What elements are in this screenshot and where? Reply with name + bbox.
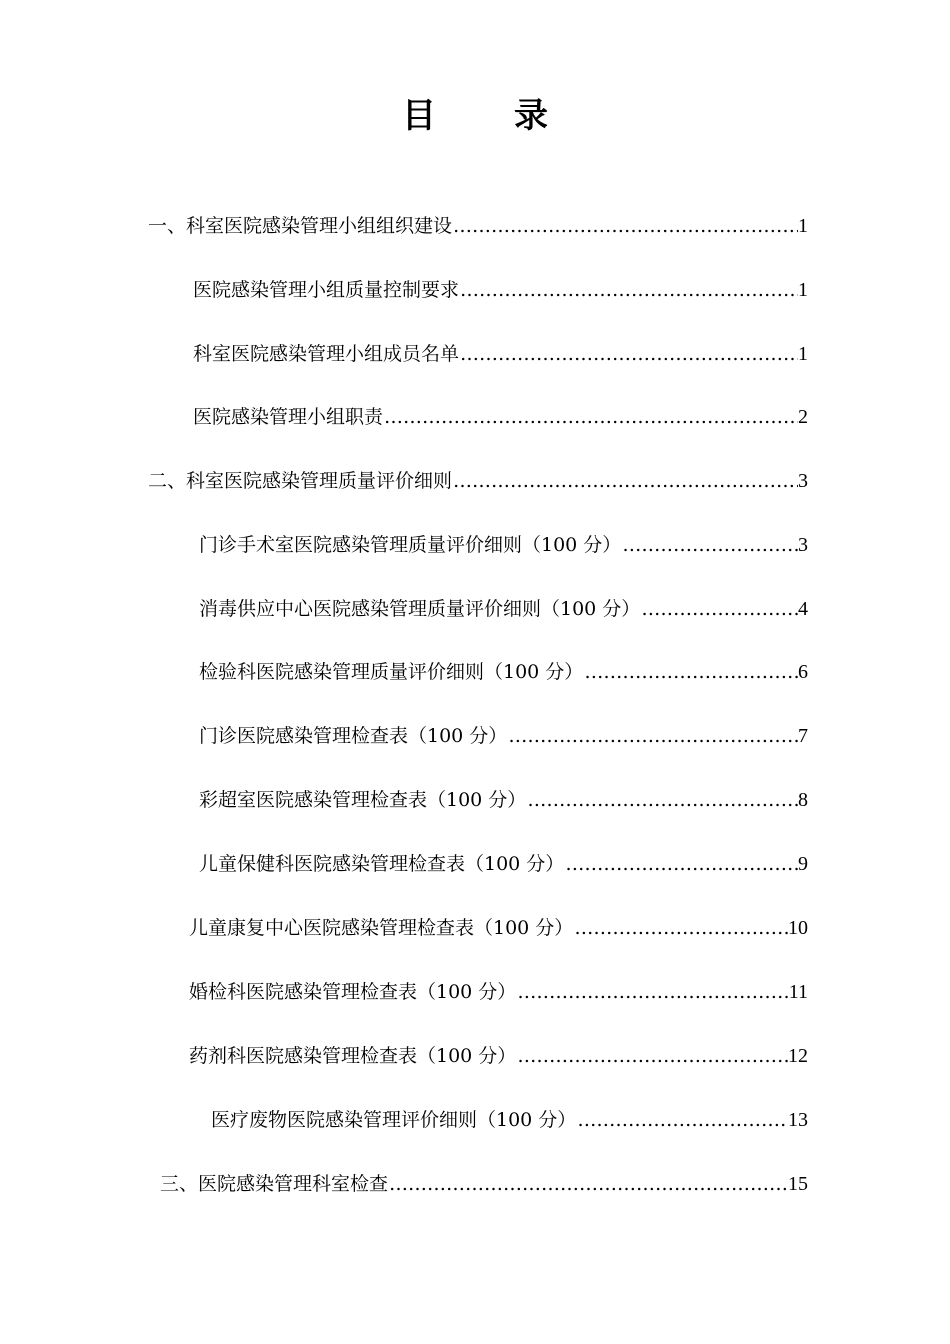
toc-entry-page: 4	[798, 598, 808, 620]
toc-entry-page: 12	[788, 1045, 808, 1067]
toc-entry-page: 3	[798, 534, 808, 556]
toc-dot-leader	[576, 1105, 788, 1135]
toc-entry-page: 3	[798, 470, 808, 492]
toc-entry-page: 13	[788, 1109, 808, 1131]
toc-dot-leader	[640, 594, 798, 624]
toc-entry-label: 门诊手术室医院感染管理质量评价细则（100 分）	[199, 534, 622, 556]
toc-entry-label: 三、医院感染管理科室检查	[160, 1173, 389, 1195]
toc-entry-label: 科室医院感染管理小组成员名单	[193, 343, 460, 365]
toc-entry-7[interactable]	[199, 594, 808, 624]
toc-dot-leader	[383, 402, 798, 432]
toc-entry-2[interactable]	[193, 275, 808, 305]
toc-entry-label: 彩超室医院感染管理检查表（100 分）	[199, 789, 527, 811]
toc-dot-leader	[516, 977, 788, 1007]
toc-dot-leader	[507, 721, 798, 751]
toc-entry-label: 儿童保健科医院感染管理检查表（100 分）	[199, 853, 565, 875]
toc-entry-label: 消毒供应中心医院感染管理质量评价细则（100 分）	[199, 598, 641, 620]
toc-entry-10[interactable]	[199, 785, 808, 815]
toc-entry-9[interactable]	[199, 721, 808, 751]
toc-dot-leader	[452, 211, 798, 241]
toc-dot-leader	[621, 530, 798, 560]
toc-entry-13[interactable]	[189, 977, 808, 1007]
toc-entry-3[interactable]	[193, 339, 808, 369]
toc-dot-leader	[573, 913, 788, 943]
toc-entry-1[interactable]	[148, 211, 808, 241]
toc-entry-label: 检验科医院感染管理质量评价细则（100 分）	[199, 661, 584, 683]
toc-entry-label: 药剂科医院感染管理检查表（100 分）	[189, 1045, 517, 1067]
title-char-2: 录	[514, 96, 548, 136]
toc-dot-leader	[388, 1169, 788, 1199]
toc-entry-12[interactable]	[189, 913, 808, 943]
toc-dot-leader	[583, 657, 798, 687]
toc-entry-label: 医院感染管理小组质量控制要求	[193, 279, 460, 301]
toc-entry-label: 儿童康复中心医院感染管理检查表（100 分）	[189, 917, 574, 939]
toc-entry-page: 9	[798, 853, 808, 875]
toc-entry-page: 1	[798, 215, 808, 237]
toc-entry-page: 6	[798, 661, 808, 683]
toc-entry-8[interactable]	[199, 657, 808, 687]
toc-dot-leader	[459, 339, 798, 369]
toc-entry-label: 门诊医院感染管理检查表（100 分）	[199, 725, 508, 747]
title-char-1: 目	[402, 96, 436, 136]
toc-entry-16[interactable]	[160, 1169, 808, 1199]
toc-entry-label: 一、科室医院感染管理小组组织建设	[148, 215, 453, 237]
toc-entry-label: 医院感染管理小组职责	[193, 406, 384, 428]
toc-dot-leader	[526, 785, 798, 815]
toc-dot-leader	[452, 466, 798, 496]
toc-entry-page: 8	[798, 789, 808, 811]
toc-dot-leader	[459, 275, 798, 305]
toc-entry-14[interactable]	[189, 1041, 808, 1071]
page-title	[0, 92, 950, 140]
toc-entry-5[interactable]	[148, 466, 808, 496]
toc-entry-label: 医疗废物医院感染管理评价细则（100 分）	[211, 1109, 577, 1131]
toc-entry-page: 10	[788, 917, 808, 939]
toc-entry-page: 1	[798, 279, 808, 301]
toc-entry-11[interactable]	[199, 849, 808, 879]
toc-entry-page: 15	[788, 1173, 808, 1195]
toc-entry-label: 婚检科医院感染管理检查表（100 分）	[189, 981, 517, 1003]
toc-entry-15[interactable]	[211, 1105, 808, 1135]
toc-dot-leader	[516, 1041, 788, 1071]
toc-entry-page: 7	[798, 725, 808, 747]
toc-entry-page: 2	[798, 406, 808, 428]
toc-entry-6[interactable]	[199, 530, 808, 560]
toc-entry-page: 11	[788, 981, 808, 1003]
toc-entry-page: 1	[798, 343, 808, 365]
toc-entry-4[interactable]	[193, 402, 808, 432]
toc-dot-leader	[564, 849, 798, 879]
toc-entry-label: 二、科室医院感染管理质量评价细则	[148, 470, 453, 492]
